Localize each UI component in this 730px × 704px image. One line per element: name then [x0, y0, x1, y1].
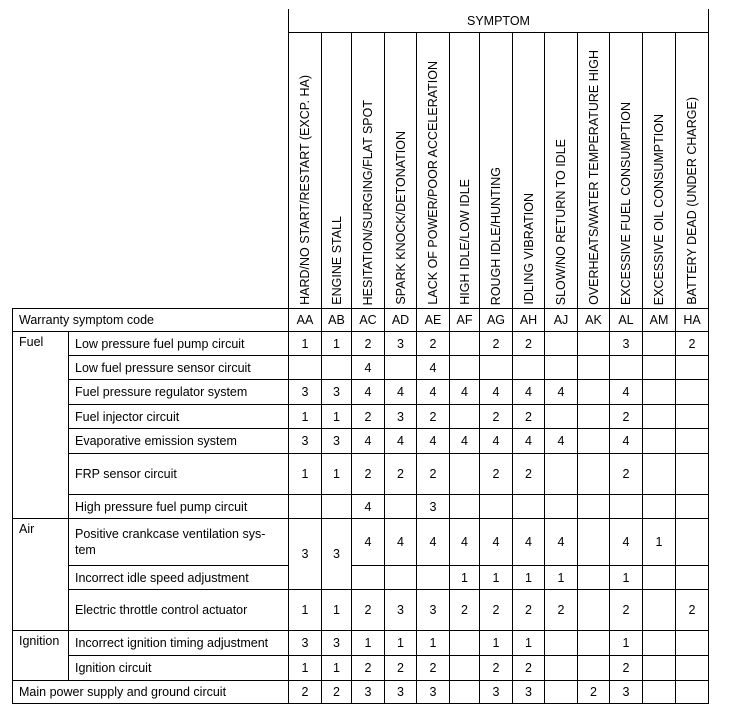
- cell-value: 3: [352, 681, 385, 704]
- table-row: [13, 566, 709, 590]
- cell-value: 3: [417, 590, 450, 631]
- cell-value: [643, 332, 676, 356]
- symptom-table: [12, 9, 709, 704]
- cell-value: 4: [610, 519, 643, 566]
- cell-value: 1: [610, 566, 643, 590]
- cell-value: [450, 454, 480, 495]
- cell-value: 1: [322, 332, 352, 356]
- cell-value: [417, 566, 450, 590]
- cell-value: [385, 495, 417, 519]
- symptom-code: AG: [480, 309, 513, 332]
- cell-value: 4: [480, 519, 513, 566]
- table-row: [13, 656, 709, 681]
- cell-value: 2: [352, 405, 385, 429]
- cell-value: 2: [417, 656, 450, 681]
- column-header: [480, 33, 513, 309]
- cell-value: 4: [417, 380, 450, 405]
- cell-value: 3: [322, 519, 352, 590]
- cell-value: 3: [610, 681, 643, 704]
- cell-value: 4: [480, 429, 513, 454]
- cell-value: [676, 631, 709, 656]
- table-row: [13, 495, 709, 519]
- cell-value: [578, 332, 610, 356]
- cell-value: [450, 631, 480, 656]
- cell-value: [643, 656, 676, 681]
- cell-value: [676, 681, 709, 704]
- cell-value: 2: [610, 656, 643, 681]
- column-label: HESITATION/SURGING/FLAT SPOT: [361, 99, 375, 305]
- cell-value: [676, 429, 709, 454]
- cell-value: [450, 332, 480, 356]
- cell-value: 4: [352, 495, 385, 519]
- cell-value: 2: [322, 681, 352, 704]
- cell-value: 1: [352, 631, 385, 656]
- cell-value: 2: [480, 656, 513, 681]
- cell-value: 4: [545, 519, 578, 566]
- symptom-code: AA: [289, 309, 322, 332]
- cell-value: 2: [480, 590, 513, 631]
- cell-value: 1: [480, 566, 513, 590]
- column-label: ROUGH IDLE/HUNTING: [489, 166, 503, 305]
- row-label: Main power supply and ground circuit: [13, 681, 289, 704]
- symptom-code: AE: [417, 309, 450, 332]
- category-label: Air: [13, 519, 69, 631]
- row-label: Low fuel pressure sensor circuit: [69, 356, 289, 380]
- cell-value: 4: [417, 429, 450, 454]
- cell-value: [578, 454, 610, 495]
- cell-value: [513, 495, 545, 519]
- cell-value: 2: [385, 656, 417, 681]
- cell-value: 3: [417, 495, 450, 519]
- row-label: High pressure fuel pump circuit: [69, 495, 289, 519]
- cell-value: 2: [545, 590, 578, 631]
- cell-value: 3: [289, 519, 322, 590]
- symptom-code: AM: [643, 309, 676, 332]
- cell-value: 1: [322, 590, 352, 631]
- column-header: [513, 33, 545, 309]
- cell-value: 2: [352, 454, 385, 495]
- cell-value: 3: [385, 590, 417, 631]
- cell-value: [578, 380, 610, 405]
- cell-value: 4: [610, 429, 643, 454]
- cell-value: 1: [322, 454, 352, 495]
- cell-value: 2: [513, 656, 545, 681]
- cell-value: 2: [480, 405, 513, 429]
- cell-value: 4: [450, 429, 480, 454]
- row-label: Low pressure fuel pump circuit: [69, 332, 289, 356]
- cell-value: 2: [513, 454, 545, 495]
- symptom-code: AL: [610, 309, 643, 332]
- column-header: [450, 33, 480, 309]
- cell-value: [450, 656, 480, 681]
- cell-value: 1: [417, 631, 450, 656]
- cell-value: [578, 656, 610, 681]
- cell-value: 4: [385, 429, 417, 454]
- cell-value: 4: [513, 429, 545, 454]
- cell-value: 3: [385, 681, 417, 704]
- cell-value: 3: [289, 380, 322, 405]
- cell-value: 2: [352, 590, 385, 631]
- cell-value: 1: [289, 405, 322, 429]
- cell-value: 2: [578, 681, 610, 704]
- cell-value: [676, 356, 709, 380]
- cell-value: 1: [322, 656, 352, 681]
- cell-value: 2: [610, 590, 643, 631]
- category-label: Ignition: [13, 631, 69, 681]
- cell-value: 4: [417, 356, 450, 380]
- cell-value: 1: [385, 631, 417, 656]
- column-label: SLOW/NO RETURN TO IDLE: [554, 138, 568, 305]
- cell-value: [322, 495, 352, 519]
- symptom-code: AC: [352, 309, 385, 332]
- cell-value: 4: [417, 519, 450, 566]
- cell-value: [545, 356, 578, 380]
- cell-value: [289, 356, 322, 380]
- cell-value: [676, 454, 709, 495]
- cell-value: [450, 405, 480, 429]
- cell-value: 2: [450, 590, 480, 631]
- cell-value: 4: [610, 380, 643, 405]
- cell-value: [545, 681, 578, 704]
- cell-value: [578, 495, 610, 519]
- column-label: HIGH IDLE/LOW IDLE: [457, 179, 472, 305]
- column-header: [417, 33, 450, 309]
- cell-value: [545, 454, 578, 495]
- cell-value: 2: [610, 454, 643, 495]
- cell-value: [480, 356, 513, 380]
- cell-value: [610, 495, 643, 519]
- row-label: Incorrect ignition timing adjustment: [69, 631, 289, 656]
- cell-value: 3: [289, 429, 322, 454]
- cell-value: 4: [385, 380, 417, 405]
- column-header: [289, 33, 322, 309]
- symptom-code: AF: [450, 309, 480, 332]
- cell-value: [676, 566, 709, 590]
- cell-value: 1: [289, 332, 322, 356]
- table-row: [13, 454, 709, 495]
- cell-value: 1: [289, 656, 322, 681]
- cell-value: 4: [513, 380, 545, 405]
- cell-value: [578, 566, 610, 590]
- cell-value: 2: [385, 454, 417, 495]
- column-header: [676, 33, 709, 309]
- cell-value: 1: [450, 566, 480, 590]
- row-label: FRP sensor circuit: [69, 454, 289, 495]
- cell-value: [643, 356, 676, 380]
- column-header: [385, 33, 417, 309]
- cell-value: 1: [610, 631, 643, 656]
- row-label: Electric throttle control actuator: [69, 590, 289, 631]
- cell-value: 2: [513, 590, 545, 631]
- table-row: [13, 380, 709, 405]
- cell-value: [322, 356, 352, 380]
- cell-value: [578, 429, 610, 454]
- row-label: Fuel pressure regulator system: [69, 380, 289, 405]
- cell-value: [643, 590, 676, 631]
- cell-value: 4: [352, 356, 385, 380]
- cell-value: 2: [480, 454, 513, 495]
- cell-value: 1: [289, 454, 322, 495]
- cell-value: [676, 519, 709, 566]
- cell-value: 4: [545, 429, 578, 454]
- cell-value: 1: [545, 566, 578, 590]
- cell-value: 4: [480, 380, 513, 405]
- cell-value: [643, 566, 676, 590]
- column-label: HARD/NO START/RESTART (EXCP. HA): [298, 75, 312, 305]
- column-label: LACK OF POWER/POOR ACCELERATION: [426, 61, 440, 305]
- cell-value: [352, 566, 385, 590]
- cell-value: 2: [417, 454, 450, 495]
- column-label: EXCESSIVE OIL CONSUMPTION: [652, 113, 666, 305]
- cell-value: 4: [545, 380, 578, 405]
- cell-value: [578, 405, 610, 429]
- row-label: Evaporative emission system: [69, 429, 289, 454]
- cell-value: [578, 590, 610, 631]
- cell-value: 4: [450, 380, 480, 405]
- cell-value: 3: [385, 405, 417, 429]
- cell-value: [545, 495, 578, 519]
- cell-value: 3: [417, 681, 450, 704]
- warranty-code-label: Warranty symptom code: [13, 309, 289, 332]
- cell-value: [676, 405, 709, 429]
- row-label: Positive crankcase ventilation sys-tem: [69, 519, 289, 566]
- cell-value: [643, 495, 676, 519]
- cell-value: [513, 356, 545, 380]
- cell-value: [578, 519, 610, 566]
- cell-value: 2: [676, 590, 709, 631]
- cell-value: 3: [322, 429, 352, 454]
- cell-value: 1: [289, 590, 322, 631]
- symptom-code: AK: [578, 309, 610, 332]
- cell-value: [676, 656, 709, 681]
- table-row: [13, 519, 709, 566]
- cell-value: 3: [513, 681, 545, 704]
- symptom-code: AJ: [545, 309, 578, 332]
- symptom-code: AB: [322, 309, 352, 332]
- cell-value: 2: [513, 332, 545, 356]
- cell-value: [643, 681, 676, 704]
- cell-value: 1: [322, 405, 352, 429]
- row-label: Incorrect idle speed adjustment: [69, 566, 289, 590]
- cell-value: [545, 332, 578, 356]
- cell-value: [385, 356, 417, 380]
- cell-value: 4: [352, 519, 385, 566]
- cell-value: [578, 631, 610, 656]
- column-header: [352, 33, 385, 309]
- cell-value: 2: [480, 332, 513, 356]
- cell-value: 3: [289, 631, 322, 656]
- table-row: [13, 590, 709, 631]
- cell-value: [289, 495, 322, 519]
- cell-value: [480, 495, 513, 519]
- row-label: Ignition circuit: [69, 656, 289, 681]
- cell-value: [578, 356, 610, 380]
- cell-value: [450, 681, 480, 704]
- cell-value: 1: [513, 566, 545, 590]
- cell-value: 1: [643, 519, 676, 566]
- cell-value: 2: [352, 332, 385, 356]
- category-label: Fuel: [13, 332, 69, 519]
- cell-value: 2: [610, 405, 643, 429]
- cell-value: [545, 656, 578, 681]
- cell-value: 2: [417, 332, 450, 356]
- cell-value: 3: [480, 681, 513, 704]
- cell-value: [450, 495, 480, 519]
- column-label: OVERHEATS/WATER TEMPERATURE HIGH: [586, 50, 601, 305]
- column-label: EXCESSIVE FUEL CONSUMPTION: [619, 101, 633, 305]
- table-row: [13, 356, 709, 380]
- cell-value: [545, 631, 578, 656]
- symptom-code: AD: [385, 309, 417, 332]
- column-header: [610, 33, 643, 309]
- column-header: [643, 33, 676, 309]
- cell-value: [643, 429, 676, 454]
- header-blank: [13, 10, 289, 309]
- cell-value: 2: [513, 405, 545, 429]
- cell-value: 4: [450, 519, 480, 566]
- symptom-title: SYMPTOM: [289, 10, 709, 33]
- column-label: IDLING VIBRATION: [521, 193, 536, 305]
- cell-value: 1: [480, 631, 513, 656]
- cell-value: 4: [513, 519, 545, 566]
- table-row: [13, 429, 709, 454]
- row-label: Fuel injector circuit: [69, 405, 289, 429]
- cell-value: [385, 566, 417, 590]
- column-header: [322, 33, 352, 309]
- column-header: [545, 33, 578, 309]
- cell-value: [450, 356, 480, 380]
- cell-value: [545, 405, 578, 429]
- cell-value: [676, 380, 709, 405]
- table-row: [13, 332, 709, 356]
- cell-value: 3: [610, 332, 643, 356]
- cell-value: 2: [676, 332, 709, 356]
- column-label: ENGINE STALL: [329, 216, 344, 305]
- cell-value: 3: [322, 631, 352, 656]
- cell-value: [643, 454, 676, 495]
- cell-value: [676, 495, 709, 519]
- cell-value: [610, 356, 643, 380]
- table-row: [13, 681, 709, 704]
- cell-value: 2: [352, 656, 385, 681]
- table-row: [13, 405, 709, 429]
- cell-value: 3: [322, 380, 352, 405]
- table-row: [13, 631, 709, 656]
- symptom-code: HA: [676, 309, 709, 332]
- column-label: SPARK KNOCK/DETONATION: [393, 131, 408, 305]
- cell-value: [643, 405, 676, 429]
- column-label: BATTERY DEAD (UNDER CHARGE): [685, 97, 699, 305]
- cell-value: 2: [417, 405, 450, 429]
- warranty-code-row: [13, 309, 709, 332]
- cell-value: 1: [513, 631, 545, 656]
- cell-value: [643, 380, 676, 405]
- column-header: [578, 33, 610, 309]
- symptom-code: AH: [513, 309, 545, 332]
- cell-value: 4: [385, 519, 417, 566]
- cell-value: 4: [352, 429, 385, 454]
- cell-value: 4: [352, 380, 385, 405]
- cell-value: 2: [289, 681, 322, 704]
- header-row: [13, 10, 709, 33]
- cell-value: 3: [385, 332, 417, 356]
- cell-value: [643, 631, 676, 656]
